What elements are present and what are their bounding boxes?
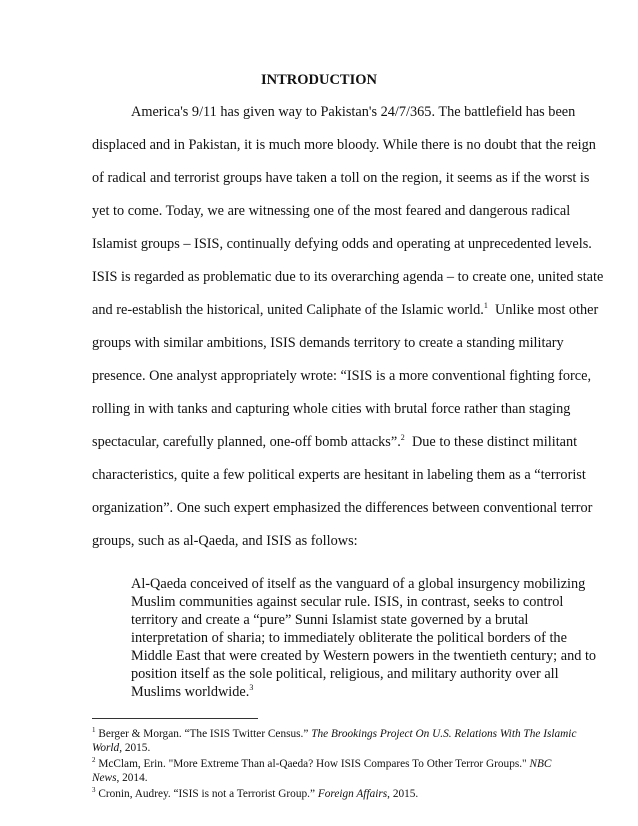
blockquote-line: Muslim communities against secular rule. ISIS, in contrast, seeks to control bbox=[131, 594, 564, 610]
footnote-2 bbox=[92, 758, 551, 770]
footnote-ref: 1 bbox=[483, 301, 488, 311]
body-line: Islamist groups – ISIS, continually defying odds and operating at unprecedented levels. bbox=[92, 236, 592, 252]
footnote-3 bbox=[92, 788, 418, 800]
body-line: organization”. One such expert emphasized the differences between conventional terror bbox=[92, 500, 593, 516]
footnote-source: NBC bbox=[529, 758, 552, 770]
body-line: groups with similar ambitions, ISIS demands territory to create a standing military bbox=[92, 335, 564, 351]
footnote-source: News bbox=[92, 772, 117, 784]
blockquote-line: position itself as the sole political, religious, and military authority over all bbox=[131, 666, 559, 682]
blockquote-line: interpretation of sharia; to immediately obliterate the political borders of the bbox=[131, 630, 567, 646]
blockquote-text: Muslims worldwide. bbox=[131, 684, 250, 700]
body-line: yet to come. Today, we are witnessing one of the most feared and dangerous radical bbox=[92, 203, 571, 219]
body-line: presence. One analyst appropriately wrote: “ISIS is a more conventional fighting force, bbox=[92, 368, 592, 384]
footnote-ref: 3 bbox=[249, 683, 254, 693]
body-line: characteristics, quite a few political experts are hesitant in labeling them as a “terrorist bbox=[92, 467, 586, 483]
footnote-separator bbox=[92, 718, 258, 719]
body-line bbox=[92, 434, 577, 451]
body-line: of radical and terrorist groups have taken a toll on the region, it seems as if the worst is bbox=[92, 170, 590, 186]
blockquote-line bbox=[131, 684, 253, 701]
body-line: groups, such as al-Qaeda, and ISIS as follows: bbox=[92, 533, 358, 549]
footnote-ref: 2 bbox=[400, 433, 405, 443]
blockquote-line: territory and create a “pure” Sunni Islamist state governed by a brutal bbox=[131, 612, 529, 628]
footnote-source: The Brookings Project On U.S. Relations With The Islamic bbox=[311, 728, 577, 740]
footnote-1 bbox=[92, 728, 576, 740]
footnote-text: , 2015. bbox=[387, 788, 419, 800]
body-text: Unlike most other bbox=[495, 302, 599, 318]
body-text: and re-establish the historical, united Caliphate of the Islamic world. bbox=[92, 302, 484, 318]
footnote-2-cont bbox=[92, 772, 148, 784]
footnote-number: 2 bbox=[92, 756, 96, 765]
footnote-text: 2015. bbox=[124, 742, 151, 754]
body-line: rolling in with tanks and capturing whole cities with brutal force rather than staging bbox=[92, 401, 571, 417]
footnote-text: Berger & Morgan. “The ISIS Twitter Census.” bbox=[98, 728, 309, 740]
body-text: Due to these distinct militant bbox=[411, 434, 578, 450]
blockquote-line: Al-Qaeda conceived of itself as the vanguard of a global insurgency mobilizing bbox=[131, 576, 586, 592]
page-title: INTRODUCTION bbox=[260, 72, 377, 88]
footnote-source: Foreign Affairs bbox=[317, 788, 388, 800]
footnote-text: Cronin, Audrey. “ISIS is not a Terrorist Group.” bbox=[98, 788, 315, 800]
footnote-1-cont bbox=[92, 742, 150, 754]
blockquote-line: Middle East that were created by Western powers in the twentieth century; and to bbox=[131, 648, 597, 664]
footnote-text: McClam, Erin. "More Extreme Than al-Qaeda? How ISIS Compares To Other Terror Groups." bbox=[98, 758, 527, 770]
footnote-number: 3 bbox=[92, 786, 96, 795]
body-line: America's 9/11 has given way to Pakistan's 24/7/365. The battlefield has been bbox=[131, 104, 576, 120]
body-text: spectacular, carefully planned, one-off bomb attacks”. bbox=[92, 434, 401, 450]
body-line bbox=[92, 302, 598, 319]
footnote-source: World, bbox=[92, 742, 123, 754]
footnote-text: , 2014. bbox=[116, 772, 148, 784]
footnote-number: 1 bbox=[92, 726, 96, 735]
body-line: displaced and in Pakistan, it is much more bloody. While there is no doubt that the reign bbox=[92, 137, 596, 153]
body-line: ISIS is regarded as problematic due to its overarching agenda – to create one, united state bbox=[92, 269, 604, 285]
